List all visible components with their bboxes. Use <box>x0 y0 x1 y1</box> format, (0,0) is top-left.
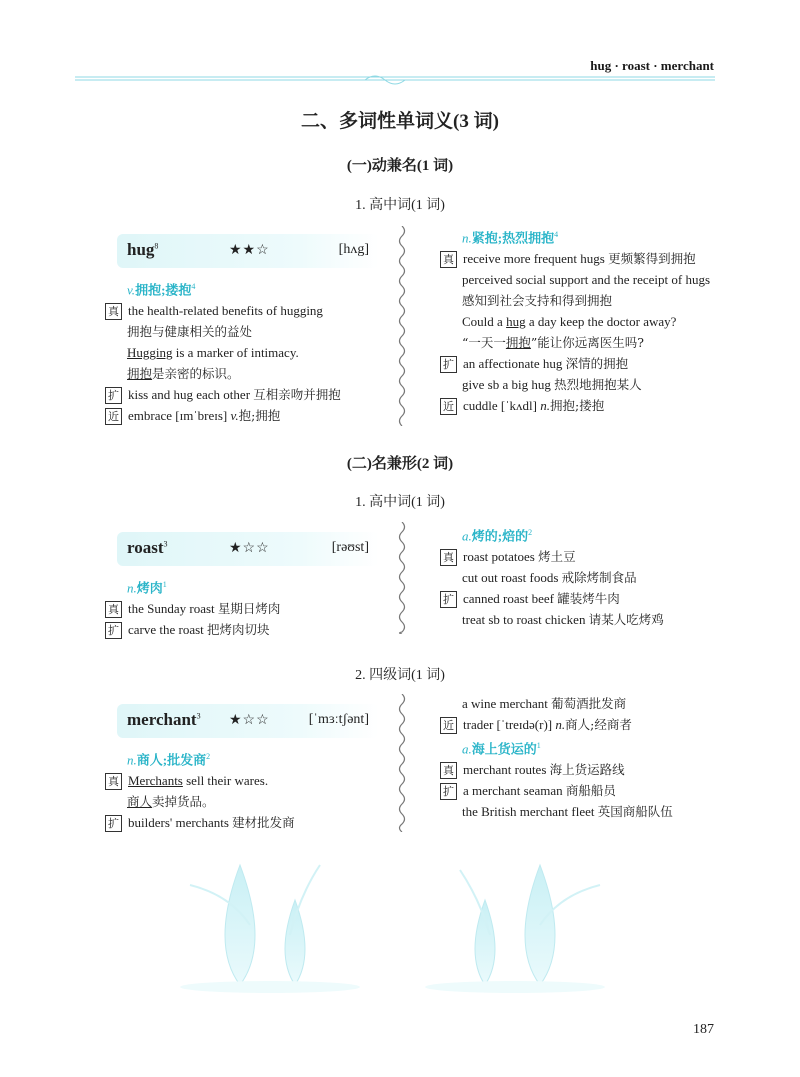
example-line: 真 merchant routes 海上货运路线 <box>440 759 740 780</box>
tag-zhen: 真 <box>440 251 457 268</box>
example-line: cut out roast foods 戒除烤制食品 <box>462 570 637 586</box>
tag-jin: 近 <box>440 398 457 415</box>
running-head: hug · roast · merchant <box>590 58 714 73</box>
headword: merchant$^3$ <box>127 710 201 729</box>
tag-kuo: 扩 <box>105 387 122 404</box>
example-line: perceived social support and the receipt of hugs <box>462 272 710 288</box>
extension-line: 扩 carve the roast 把烤肉切块 <box>105 619 395 640</box>
example-translation: 拥抱是亲密的标识。 <box>127 366 240 382</box>
tag-zhen: 真 <box>105 773 122 790</box>
tag-kuo: 扩 <box>440 783 457 800</box>
example-translation: 拥抱与健康相关的益处 <box>127 324 253 340</box>
example-translation: “一天一拥抱”能让你远离医生吗? <box>462 335 644 351</box>
column-divider <box>396 522 408 634</box>
page-number: 187 <box>693 1022 714 1037</box>
sense-heading: v.拥抱;搂抱$^4$ <box>127 282 196 298</box>
merchant-right-column <box>440 693 740 822</box>
group1-level: 1. 高中词(1 词) <box>355 198 445 213</box>
phonetic: [hʌg] <box>338 242 369 257</box>
extension-line: 扩 canned roast beef 罐装烤牛肉 <box>440 588 740 609</box>
example-line: 真 receive more frequent hugs 更频繁得到拥抱 <box>440 248 740 269</box>
example-line: 真 Merchants sell their wares. <box>105 770 395 791</box>
group2-level2: 2. 四级词(1 词) <box>355 668 445 683</box>
entry-box-hug <box>117 234 379 268</box>
synonym-line: 近 embrace [ɪmˈbreɪs] v.抱;拥抱 <box>105 405 395 426</box>
roast-left-column <box>105 574 395 640</box>
tag-kuo: 扩 <box>105 815 122 832</box>
extension-line: 扩 an affectionate hug 深情的拥抱 <box>440 353 740 374</box>
tag-kuo: 扩 <box>105 622 122 639</box>
sense-heading: n.烤肉$^1$ <box>127 580 167 596</box>
headword: roast$^3$ <box>127 538 168 557</box>
example-line: a wine merchant 葡萄酒批发商 <box>462 696 627 711</box>
tag-zhen: 真 <box>440 762 457 779</box>
star-rating: ★☆☆ <box>229 541 270 556</box>
tag-kuo: 扩 <box>440 356 457 373</box>
synonym-line: 近 trader [ˈtreɪdə(r)] n.商人;经商者 <box>440 714 740 735</box>
example-line: 真 the health-related benefits of hugging <box>105 300 395 321</box>
example-line: 真 the Sunday roast 星期日烤肉 <box>105 598 395 619</box>
entry-box-merchant <box>117 704 379 738</box>
tag-jin: 近 <box>105 408 122 425</box>
extension-line: the British merchant fleet 英国商船队伍 <box>462 804 673 820</box>
example-line: Could a hug a day keep the doctor away? <box>462 314 677 330</box>
example-translation: 感知到社会支持和得到拥抱 <box>462 293 613 309</box>
extension-line: 扩 builders' merchants 建材批发商 <box>105 812 395 833</box>
headword: hug$^8$ <box>127 240 159 259</box>
group2-title: (二)名兼形(2 词) <box>346 456 454 472</box>
phonetic: [rəʊst] <box>331 540 369 555</box>
column-divider <box>396 694 408 832</box>
tag-zhen: 真 <box>440 549 457 566</box>
entry-box-roast <box>117 532 379 566</box>
tag-zhen: 真 <box>105 601 122 618</box>
sense-heading: a.烤的;焙的$^2$ <box>462 528 533 544</box>
phonetic: [ˈmɜːtʃənt] <box>308 712 369 727</box>
merchant-left-column <box>105 746 395 833</box>
tag-jin: 近 <box>440 717 457 734</box>
section-title: 二、多词性单词义(3 词) <box>301 111 499 132</box>
tag-zhen: 真 <box>105 303 122 320</box>
roast-right-column <box>440 522 740 630</box>
example-translation: 商人卖掉货品。 <box>127 794 215 810</box>
column-divider <box>396 226 408 426</box>
star-rating: ★☆☆ <box>229 713 270 728</box>
example-line: Hugging is a marker of intimacy. <box>127 345 299 361</box>
example-line: 真 roast potatoes 烤土豆 <box>440 546 740 567</box>
extension-line: 扩 a merchant seaman 商船船员 <box>440 780 740 801</box>
tag-kuo: 扩 <box>440 591 457 608</box>
extension-line: give sb a big hug 热烈地拥抱某人 <box>462 377 642 393</box>
extension-line: 扩 kiss and hug each other 互相亲吻并拥抱 <box>105 384 395 405</box>
sense-heading: n.商人;批发商$^2$ <box>127 752 211 768</box>
sense-heading: a.海上货运的$^1$ <box>462 741 541 757</box>
synonym-line: 近 cuddle [ˈkʌdl] n.拥抱;搂抱 <box>440 395 740 416</box>
header-rule <box>75 72 715 88</box>
sense-heading: n.紧抱;热烈拥抱$^4$ <box>462 230 559 246</box>
hug-left-column <box>105 276 395 426</box>
group2-level1: 1. 高中词(1 词) <box>355 495 445 510</box>
bamboo-decoration <box>150 845 650 995</box>
hug-right-column <box>440 224 740 416</box>
group1-title: (一)动兼名(1 词) <box>346 158 454 174</box>
extension-line: treat sb to roast chicken 请某人吃烤鸡 <box>462 612 664 628</box>
star-rating: ★★☆ <box>229 243 270 258</box>
